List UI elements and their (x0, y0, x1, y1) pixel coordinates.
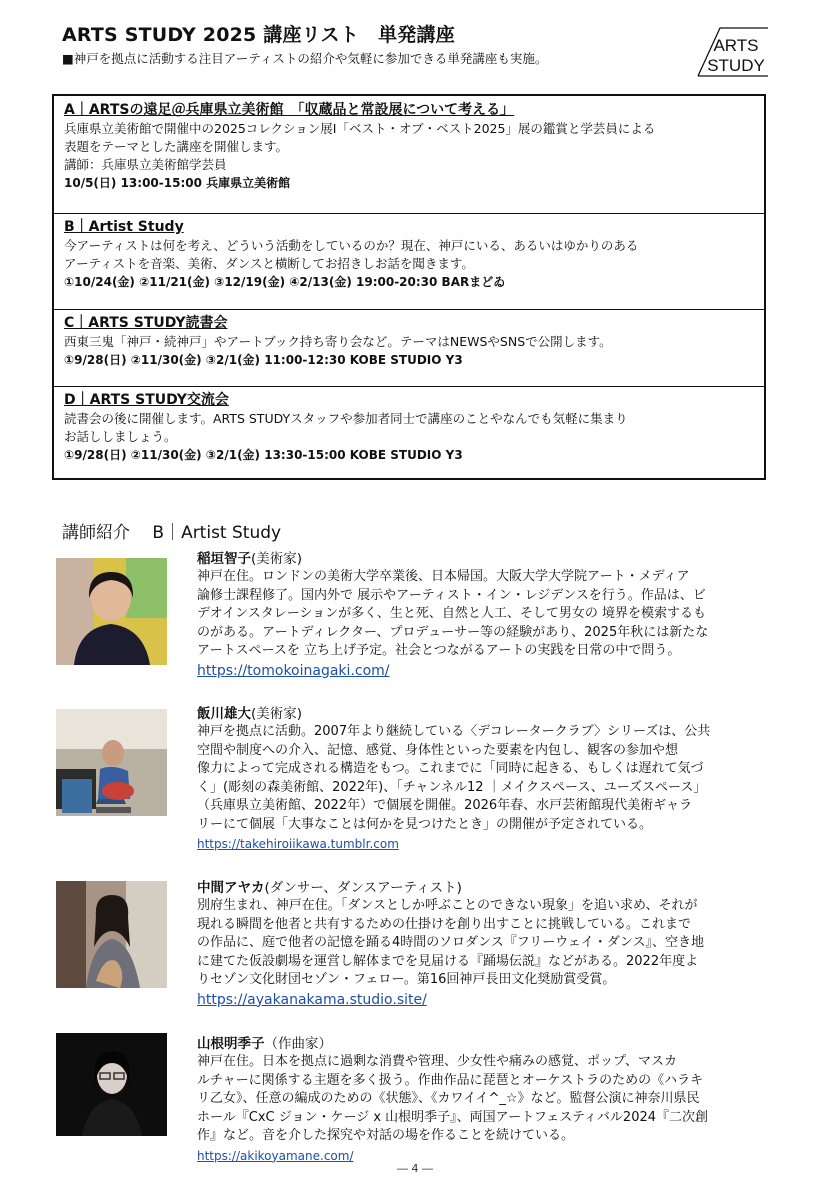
instructor-bio-line: 論修士課程修了。国内外で 展示やアーティスト・イン・レジデンスを行う。作品は、ビ (197, 587, 706, 603)
course-c-line-1: 西東三鬼「神戸・続神戸」やアートブック持ち寄り会など。テーマはNEWSやSNSで公開します。 (64, 334, 612, 349)
instructor-name: 飯川雄大 (197, 706, 251, 722)
instructor-bio-line: りセゾン文化財団セゾン・フェロー。第16回神戸長田文化奨励賞受賞。 (197, 972, 616, 987)
instructors-heading: 講師紹介 B｜Artist Study (62, 523, 282, 543)
logo-text-arts: ARTS (713, 36, 759, 55)
instructor-bio-line: ホール『CxC ジョン・ケージ x 山根明季子』、両国アートフェスティバル2024『二次創 (197, 1109, 709, 1125)
course-b-line-1: 今アーティストは何を考え、どういう活動をしているのか？現在、神戸にいる、あるいはゆかりのある (64, 238, 639, 253)
page-number: ― 4 ― (397, 1162, 433, 1175)
instructor-bio-line: 神戸を拠点に活動。2007年より継続している〈デコレータークラブ〉シリーズは、公共 (197, 724, 711, 739)
instructor-bio-line: 現れる瞬間を他者と共有するための仕掛けを創り出すことに挑戦している。これまで (197, 916, 692, 932)
course-section-b (54, 213, 764, 309)
instructor-bio-line: ルチャーに関係する主題を多く扱う。作曲作品に琵琶とオーケストラのための《ハラキ (197, 1072, 704, 1088)
instructor-website-link[interactable]: https://ayakanakama.studio.site/ (197, 991, 427, 1008)
instructor-name-line (197, 879, 782, 897)
instructor-bio-line: のがある。アートディレクター、プロデューサー等の経験があり、2025年秋には新たな (197, 624, 709, 640)
course-a-lecturer: 講師：兵庫県立美術館学芸員 (64, 157, 227, 172)
course-a-line-1: 兵庫県立美術館で開催中の2025コレクション展Ⅰ「ベスト・オブ・ベスト2025」展の鑑賞と学芸員による (64, 121, 656, 136)
instructor-bio-line: に建てた仮設劇場を運営し解体までを見届ける『踊場伝説』などがある。2022年度よ (197, 953, 699, 969)
instructor-photo (56, 881, 167, 988)
instructor-name-line (197, 1035, 782, 1053)
instructor-role: (ダンサー、ダンスアーティスト) (264, 880, 462, 896)
course-d-heading: D｜ARTS STUDY交流会 (64, 392, 229, 408)
instructor-name: 中間アヤカ (197, 880, 265, 896)
instructor-bio-line: く」(彫刻の森美術館、2022年)、「チャンネル12 ｜メイクスペース、ユーズスペース」 (197, 779, 707, 795)
course-a-line-2: 表題をテーマとした講座を開催します。 (64, 139, 289, 154)
instructor-bio-line: アートスペースを 立ち上げ予定。社会とつながるアートの実践を日常の中で問う。 (197, 643, 681, 658)
instructor-website-link[interactable]: https://akikoyamane.com/ (197, 1148, 354, 1163)
course-b-line-2: アーティストを音楽、美術、ダンスと横断してお招きしお話を聞きます。 (64, 256, 474, 271)
instructor-bio-line: リ乙女》、任意の編成のための《状態》、《カワイイ^_☆》など。監督公演に神奈川県民 (197, 1091, 700, 1106)
instructor-text (197, 550, 782, 681)
instructor-bio-line: 空間や制度への介入、記憶、感覚、身体性といった要素を内包し、観客の参加や想 (197, 742, 679, 758)
arts-study-logo (690, 26, 768, 80)
course-section-d (54, 386, 764, 478)
course-a-schedule: 10/5(日) 13:00-15:00 兵庫県立美術館 (64, 176, 291, 190)
instructor-photo (56, 558, 167, 665)
course-a-heading: A｜ARTSの遠足＠兵庫県立美術館 「収蔵品と常設展について考える」 (64, 102, 515, 118)
instructor-role: (美術家) (251, 706, 303, 722)
course-list-box (52, 94, 766, 480)
instructor-bio-line: （兵庫県立美術館、2022年）で個展を開催。2026年春、水戸芸術館現代美術ギャラ (197, 798, 693, 813)
instructor-name: 稲垣智子 (197, 551, 251, 567)
instructor-bio-line: 神戸在住。ロンドンの美術大学卒業後、日本帰国。大阪大学大学院アート・メディア (197, 569, 690, 584)
instructor-bio-line: デオインスタレーションが多く、生と死、自然と人工、そして男女の 境界を模索するも (197, 606, 707, 621)
page-title: ARTS STUDY 2025 講座リスト 単発講座 (62, 24, 455, 46)
course-d-schedule: ①9/28(日) ②11/30(金) ③2/1(金) 13:30-15:00 KOBE STUDIO Y3 (64, 448, 463, 462)
instructor-text (197, 879, 782, 1010)
instructor-bio-line: 別府生まれ、神戸在住。「ダンスとしか呼ぶことのできない現象」を追い求め、それが (197, 898, 698, 913)
course-b-schedule: ①10/24(金) ②11/21(金) ③12/19(金) ④2/13(金) 19:00-20:30 BARまどゐ (64, 275, 506, 289)
instructor-bio-line: 作』など。音を介した探究や対話の場を作ることを続けている。 (197, 1128, 575, 1143)
instructor-name-line (197, 550, 782, 568)
instructor-role: （作曲家） (264, 1036, 332, 1052)
course-d-line-1: 読書会の後に開催します。ARTS STUDYスタッフや参加者同士で講座のことやなんでも気軽に集まり (64, 411, 628, 426)
instructor-role: (美術家) (251, 551, 303, 567)
instructor-name-line (197, 705, 782, 723)
course-section-a (54, 96, 764, 213)
course-c-heading: C｜ARTS STUDY読書会 (64, 315, 228, 331)
course-d-line-2: お話ししましょう。 (64, 429, 177, 444)
instructor-bio-line: 像力によって完成される構造をもつ。これまでに「同時に起きる、もしくは遅れて気づ (197, 761, 704, 776)
page-subtitle: ■神戸を拠点に活動する注目アーティストの紹介や気軽に参加できる単発講座も実施。 (62, 51, 548, 66)
instructor-website-link[interactable]: https://tomokoinagaki.com/ (197, 662, 390, 679)
instructor-photo (56, 709, 167, 816)
instructor-bio-line: 神戸在住。日本を拠点に過剰な消費や管理、少女性や痛みの感覚、ポップ、マスカ (197, 1054, 677, 1069)
instructor-text (197, 705, 782, 854)
instructor-website-link[interactable]: https://takehiroiikawa.tumblr.com (197, 837, 399, 851)
course-b-heading: B｜Artist Study (64, 219, 184, 235)
instructor-bio-line: リーにて個展「大事なことは何かを見つけたとき」の開催が予定されている。 (197, 816, 653, 832)
instructor-name: 山根明季子 (197, 1036, 265, 1052)
instructor-photo (56, 1033, 167, 1136)
course-c-schedule: ①9/28(日) ②11/30(金) ③2/1(金) 11:00-12:30 KOBE STUDIO Y3 (64, 353, 463, 367)
course-section-c (54, 309, 764, 386)
instructor-text (197, 1035, 782, 1166)
instructor-bio-line: の作品に、庭で他者の記憶を踊る4時間のソロダンス『フリーウェイ・ダンス』、空き地 (197, 935, 704, 950)
logo-text-study: STUDY (707, 56, 765, 75)
